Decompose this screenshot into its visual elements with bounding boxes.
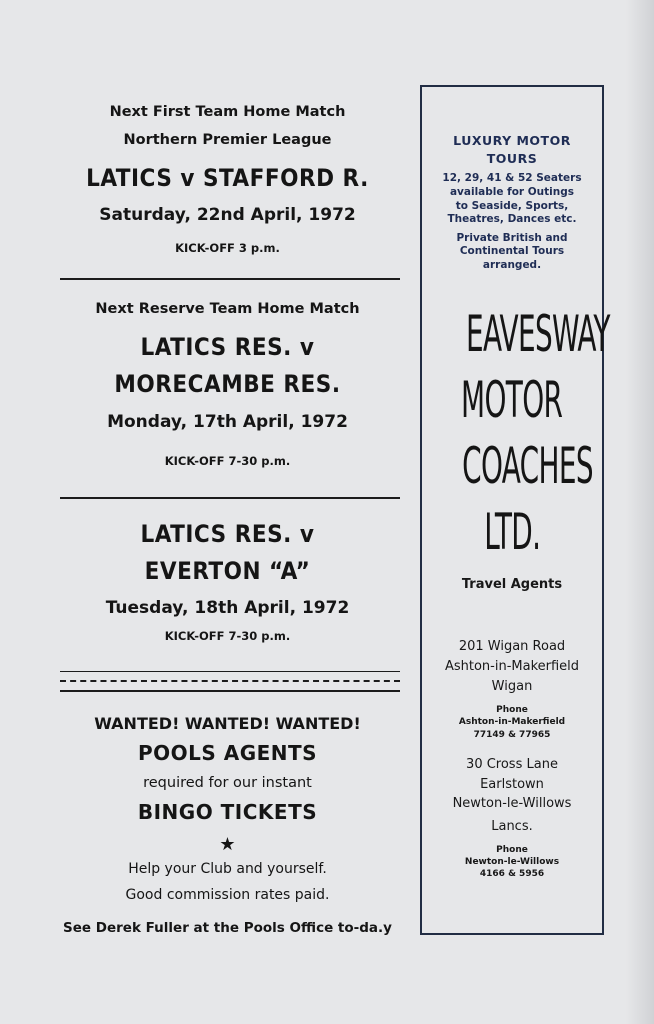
wanted-line-required: required for our instant: [143, 775, 312, 791]
divider: [60, 690, 400, 692]
reserve-match-1-kickoff: KICK-OFF 7-30 p.m.: [164, 454, 291, 468]
first-team-heading: Next First Team Home Match: [109, 104, 346, 120]
address-2-line4: Lancs.: [491, 819, 533, 834]
travel-agents: Travel Agents: [461, 577, 563, 592]
address-1-line2: Ashton-in-Makerfield: [444, 659, 580, 674]
eavesway-advert: [420, 85, 610, 935]
wanted-line-commission: Good commission rates paid.: [125, 887, 330, 903]
reserve-match-2-date: Tuesday, 18th April, 1972: [105, 598, 350, 618]
seaters-4: Theatres, Dances etc.: [447, 213, 577, 225]
dashed-divider: [60, 680, 400, 682]
league-name: Northern Premier League: [123, 132, 332, 148]
first-team-date: Saturday, 22nd April, 1972: [99, 205, 356, 225]
phone-numbers-1: 77149 & 77965: [473, 730, 551, 740]
reserve-match-1-line1: LATICS RES. v: [140, 333, 315, 361]
address-2-line2: Earlstown: [480, 777, 544, 792]
company-name-1: EAVESWAY: [466, 305, 610, 363]
page-edge-shadow: [626, 0, 654, 1024]
private-tours-2: Continental Tours: [459, 245, 565, 257]
phone-place-2: Newton-le-Willows: [464, 857, 560, 867]
company-name-2: MOTOR: [461, 371, 563, 429]
reserve-match-1-date: Monday, 17th April, 1972: [107, 412, 348, 432]
address-2-line1: 30 Cross Lane: [466, 757, 558, 772]
reserve-match-1-line2: MORECAMBE RES.: [114, 370, 341, 398]
address-1-line3: Wigan: [491, 679, 533, 694]
divider: [60, 278, 400, 280]
tours-title-1: LUXURY MOTOR: [453, 133, 571, 148]
wanted-line-contact: See Derek Fuller at the Pools Office to-da.y: [63, 920, 392, 936]
wanted-line-pools-agents: POOLS AGENTS: [137, 741, 318, 765]
reserve-heading: Next Reserve Team Home Match: [95, 301, 360, 317]
first-team-kickoff: KICK-OFF 3 p.m.: [175, 241, 280, 255]
seaters-1: 12, 29, 41 & 52 Seaters: [442, 172, 582, 184]
tours-title-2: TOURS: [486, 151, 538, 166]
star-icon: ★: [219, 834, 236, 855]
reserve-match-2-line1: LATICS RES. v: [140, 520, 315, 548]
wanted-line-help: Help your Club and yourself.: [128, 861, 327, 877]
wanted-headline: WANTED! WANTED! WANTED!: [94, 714, 361, 733]
phone-label-1: Phone: [496, 705, 528, 715]
seaters-3: to Seaside, Sports,: [455, 200, 569, 212]
first-team-match: LATICS v STAFFORD R.: [86, 164, 369, 192]
address-2-line3: Newton-le-Willows: [452, 796, 572, 811]
private-tours-1: Private British and: [456, 232, 568, 244]
divider: [60, 497, 400, 499]
wanted-line-bingo: BINGO TICKETS: [137, 800, 318, 824]
phone-numbers-2: 4166 & 5956: [479, 869, 545, 879]
phone-label-2: Phone: [496, 845, 528, 855]
company-name-3: COACHES: [462, 437, 593, 495]
reserve-match-2-kickoff: KICK-OFF 7-30 p.m.: [164, 629, 291, 643]
address-1-line1: 201 Wigan Road: [458, 639, 566, 654]
divider: [60, 671, 400, 672]
company-name-4: LTD.: [483, 503, 541, 561]
private-tours-3: arranged.: [482, 259, 542, 271]
phone-place-1: Ashton-in-Makerfield: [458, 717, 566, 727]
seaters-2: available for Outings: [449, 186, 575, 198]
reserve-match-2-line2: EVERTON “A”: [144, 557, 311, 585]
